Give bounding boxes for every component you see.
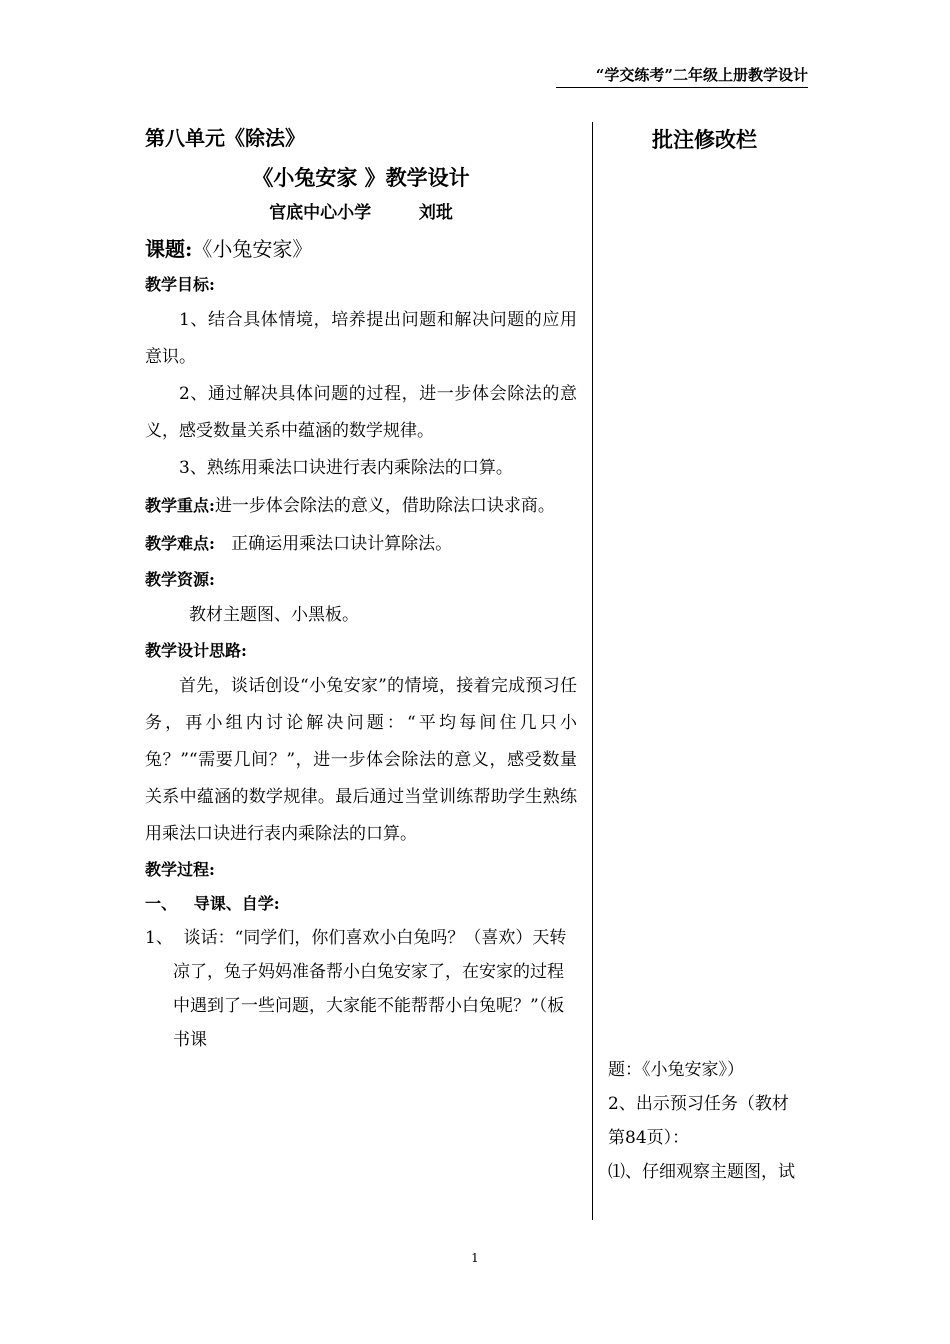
author-name: 刘玭	[418, 203, 453, 223]
key-point-text: 进一步体会除法的意义，借助除法口诀求商。	[214, 496, 555, 516]
main-column	[145, 118, 577, 1057]
sidebar-note: 2、出示预习任务（教材	[608, 1094, 789, 1114]
author-line	[145, 196, 577, 230]
author-school: 官底中心小学	[269, 203, 372, 223]
difficulty-text: 正确运用乘法口诀计算除法。	[214, 534, 453, 554]
difficulty-label: 教学难点:	[145, 534, 215, 553]
objectives-label: 教学目标:	[145, 275, 215, 294]
topic-label: 课题:	[145, 237, 193, 261]
sidebar-title: 批注修改栏	[652, 127, 757, 152]
lesson-title: 《小兔安家 》教学设计	[252, 165, 470, 190]
topic-line	[145, 230, 577, 268]
objective-item: 3、熟练用乘法口诀进行表内乘除法的口算。	[179, 458, 513, 478]
difficulty	[145, 525, 577, 563]
design-label: 教学设计思路:	[145, 641, 247, 660]
column-divider	[592, 122, 593, 1220]
page-header: “学交练考”二年级上册教学设计	[556, 64, 808, 88]
key-point-label: 教学重点:	[145, 496, 215, 515]
objective-item: 1、结合具体情境，培养提出问题和解决问题的应用意识。	[145, 310, 577, 367]
sidebar-note: 题：《小兔安家》）	[608, 1060, 744, 1080]
sidebar-note: ⑴、仔细观察主题图，试	[608, 1162, 795, 1182]
key-point	[145, 487, 577, 525]
design-text: 首先，谈话创设“小兔安家”的情境，接着完成预习任务，再小组内讨论解决问题：“平均每间住几只小兔？”“需要几间？”，进一步体会除法的意义，感受数量关系中蕴涵的数学规律。最后通过当堂训练帮助学生熟练用乘法口诀进行表内乘除法的口算。	[145, 676, 577, 844]
resources-text: 教材主题图、小黑板。	[189, 605, 359, 625]
process-item: 1、 谈话：“同学们，你们喜欢小白兔吗？（喜欢）天转凉了，兔子妈妈准备帮小白兔安家了，在安家的过程中遇到了一些问题，大家能不能帮帮小白兔呢？”（板书课	[145, 928, 567, 1050]
page-number: 1	[471, 1251, 479, 1265]
topic-value: 《小兔安家》	[192, 237, 313, 261]
process-section-heading: 一、 导课、自学:	[145, 894, 280, 913]
unit-title: 第八单元《除法》	[145, 126, 305, 150]
process-label: 教学过程:	[145, 860, 215, 879]
resources-label: 教学资源:	[145, 570, 215, 589]
sidebar-note: 第84页）：	[608, 1128, 690, 1148]
objective-item: 2、通过解决具体问题的过程，进一步体会除法的意义，感受数量关系中蕴涵的数学规律。	[145, 384, 577, 441]
sidebar-notes	[608, 1053, 814, 1189]
